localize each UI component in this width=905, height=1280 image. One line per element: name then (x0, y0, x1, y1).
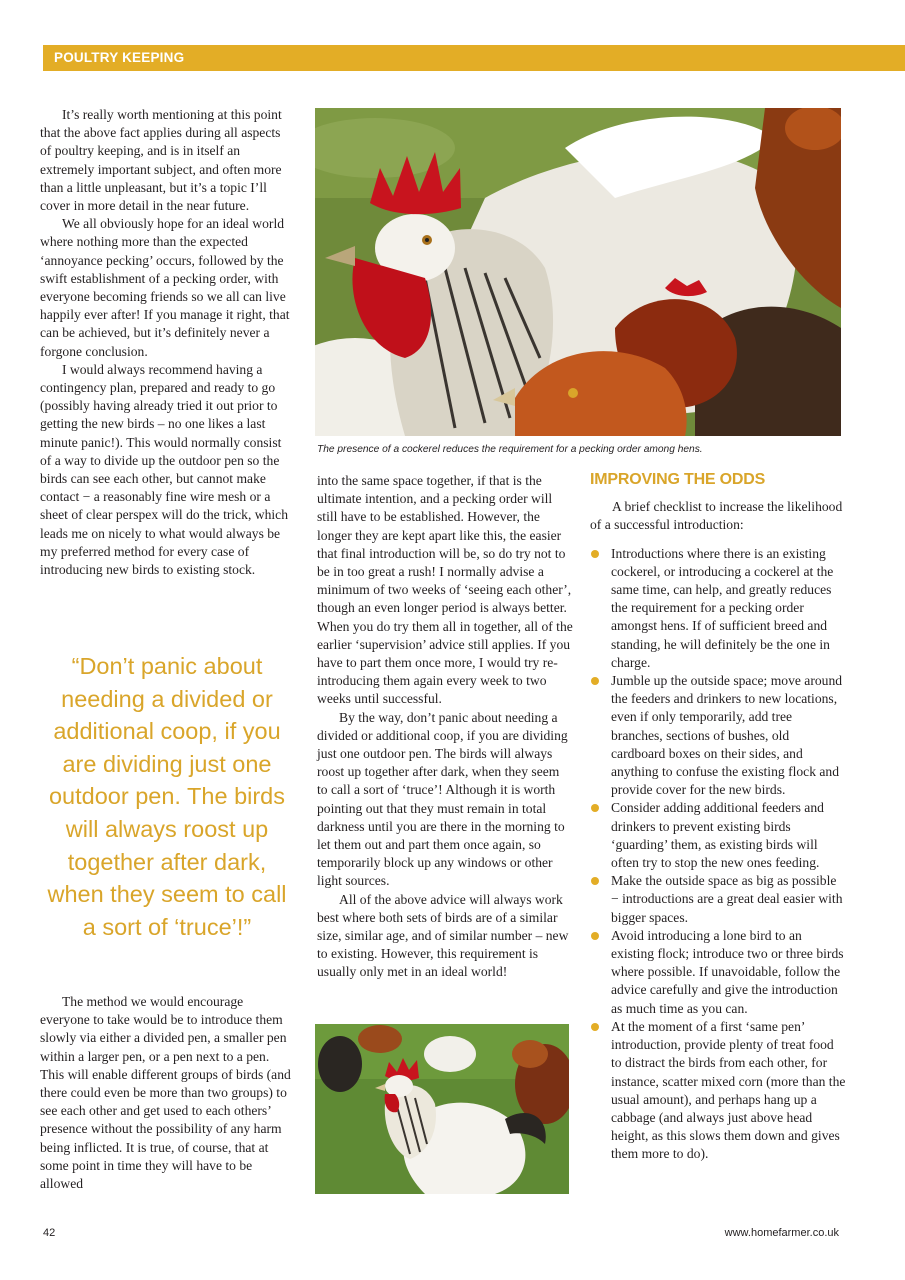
section-label: POULTRY KEEPING (54, 50, 185, 65)
checklist-heading: IMPROVING THE ODDS (590, 471, 766, 488)
list-item: Consider adding additional feeders and drinkers to prevent existing birds ‘guarding’ them, as existing birds will often try to stop the new ones feeding. (590, 799, 846, 872)
article-column-1 (40, 106, 294, 579)
list-item: Jumble up the outside space; move around the feeders and drinkers to new locations, even if only temporarily, add tree branches, sections of bushes, old cardboard boxes on their sides, and anything to confuse the existing flock and provide cover for the new birds. (590, 672, 846, 799)
body-paragraph: We all obviously hope for an ideal world where nothing more than the expected ‘annoyance pecking’ occurs, followed by the swift establishment of a pecking order, with everyone becoming friends so we all can live happily ever after! If you manage it right, that can be achieved, but it’s definitely never a forgone conclusion. (40, 216, 290, 359)
body-paragraph: into the same space together, if that is the ultimate intention, and a pecking order will still have to be established. However, the longer they are kept apart like this, the easier that final introduction will be, so do try not to be in too great a rush! I normally advise a minimum of two weeks of ‘seeing each other’, though an even longer period is always better. When you do try them all in together, all of the earlier ‘supervision’ advice still applies. If you have to part them once more, I would try re-introducing them again every week to two weeks until successful. (317, 473, 573, 707)
pull-quote: “Don’t panic about needing a divided or additional coop, if you are dividing just one outdoor pen. The birds will always roost up together after dark, when they seem to call a sort of ‘truce’!” (47, 653, 287, 940)
photo-caption: The presence of a cockerel reduces the requirement for a pecking order among hens. (317, 444, 703, 455)
page-number: 42 (43, 1227, 56, 1239)
body-paragraph: By the way, don’t panic about needing a divided or additional coop, if you are dividing just one outdoor pen. The birds will always roost up together after dark, when they seem to call a sort of ‘truce’! Although it is worth pointing out that they must remain in total darkness until you are there in the morning to let them out and part them once again, so temporarily block up any windows or other light sources. (317, 709, 568, 889)
list-item: Avoid introducing a lone bird to an existing flock; introduce two or three birds where possible. If unavoidable, follow the advice carefully and give the introduction as much time as you can. (590, 927, 846, 1018)
checklist-intro: A brief checklist to increase the likelihood of a successful introduction: (590, 499, 843, 533)
list-item: Introductions where there is an existing cockerel, or introducing a cockerel at the same time, can help, and greatly reduces the requirement for a pecking order amongst hens. If of sufficient breed and standing, he will definitely be the one in charge. (590, 545, 846, 672)
website-url: www.homefarmer.co.uk (724, 1227, 839, 1239)
body-paragraph: All of the above advice will always work best where both sets of birds are of a similar size, similar age, and of similar number – new to existing. However, this requirement is usually only met in an ideal world! (317, 891, 569, 980)
body-paragraph: I would always recommend having a contingency plan, prepared and ready to go (possibly having already tried it out prior to getting the new birds – no one likes a last minute panic!). This would normally consist of a way to divide up the outdoor pen so the birds can see each other, but cannot make contact − a reasonably fine wire mesh or a sheet of clear perspex will do the trick, which leads me on nicely to what would always be my preferred method for every case of introducing new birds to existing stock. (40, 361, 288, 578)
white-cockerel-photo (315, 1024, 569, 1194)
list-item: At the moment of a first ‘same pen’ introduction, provide plenty of treat food to distract the birds from each other, for instance, scatter mixed corn (more than the usual amount), and perhaps hang up a cabbage (and always just above head height, as this slows them down and gives them more to do). (590, 1018, 846, 1164)
cockerel-and-hens-photo (315, 108, 841, 436)
body-paragraph: It’s really worth mentioning at this point that the above fact applies during all aspects of poultry keeping, and is in itself an extremely important subject, and often more than a little unpleasant, but it’s a topic I’ll cover in more detail in the near future. (40, 107, 282, 214)
article-column-2 (317, 472, 573, 982)
article-column-3 (590, 471, 846, 1164)
body-paragraph: The method we would encourage everyone to take would be to introduce them slowly via either a divided pen, a smaller pen within a larger pen, or a pen next to a pen. This will enable different groups of birds (and there could even be more than two groups) to see each other and get used to each others’ presence without the possibility of any harm being inflicted. It is true, of course, that at some point in time they will have to be allowed (40, 994, 291, 1192)
checklist (590, 545, 846, 1164)
article-column-1-continued (40, 993, 294, 1193)
section-header-bar (43, 45, 905, 71)
list-item: Make the outside space as big as possible − introductions are a great deal easier with bigger spaces. (590, 872, 846, 927)
